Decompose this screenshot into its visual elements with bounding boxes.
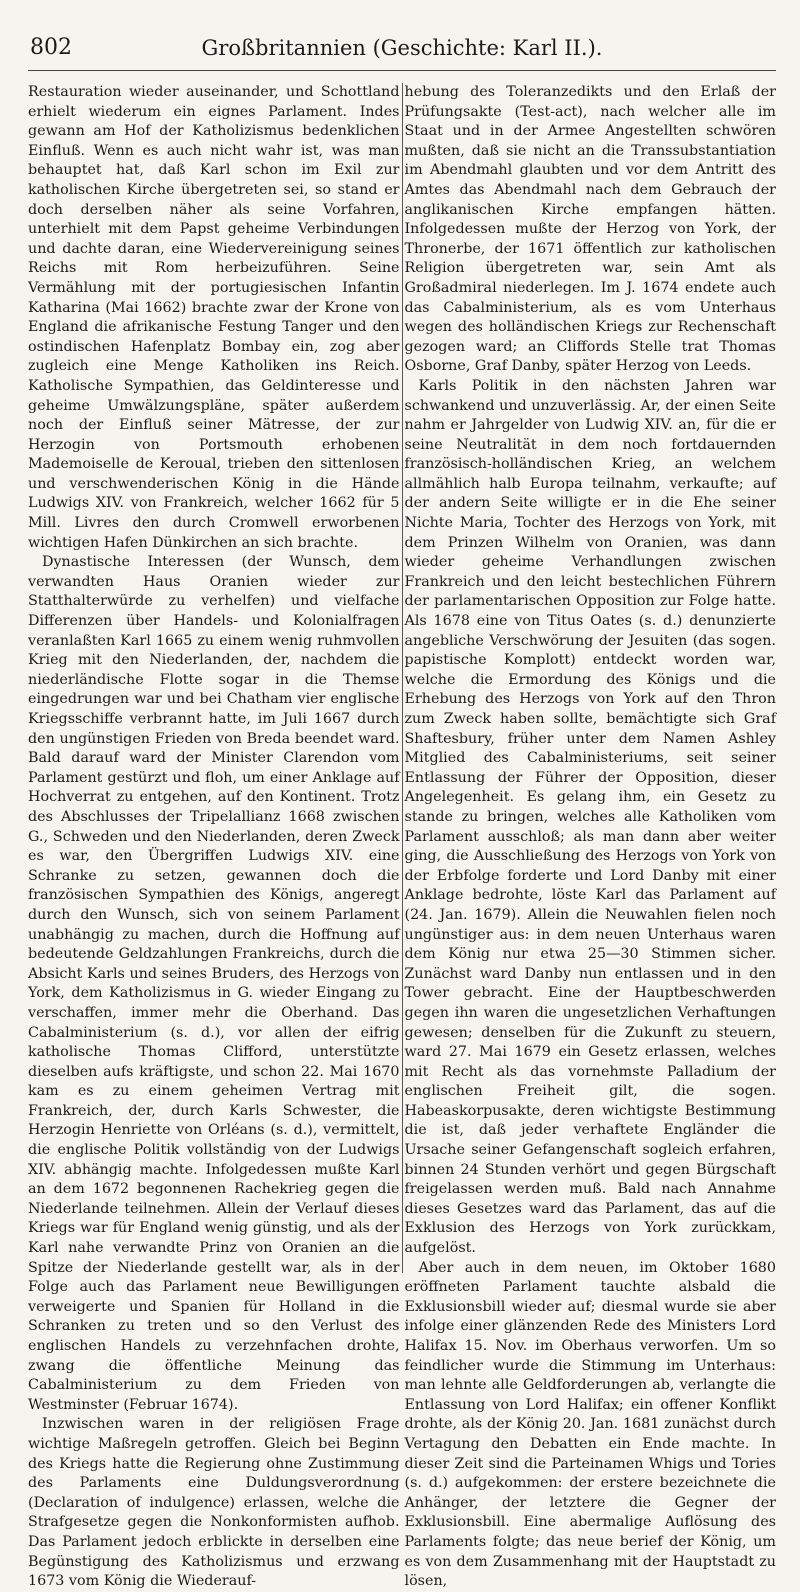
paragraph: Inzwischen waren in der religiösen Frage wichtige Maßregeln getroffen. Gleich bei Beginn des Kriegs hatte die Regierung ohne Zustimmung des Parlaments eine Duldungsverordnung (Declaration of indulgence) erlassen, welche die Strafgesetze gegen die Nonkonformisten aufhob. Das Parlament jedoch erblickte in derselben eine Begünstigung des Katholizismus und erzwang 1673 vom König die Wiederauf- (28, 1416, 400, 1590)
paragraph: Restauration wieder auseinander, und Schottland erhielt wiederum ein eignes Parlament. Indes gewann am Hof der Katholizismus bedenklichen Einfluß. Wenn es auch nicht wahr ist, was man behauptet hat, daß Karl schon im Exil zur katholischen Kirche übergetreten sei, so stand er doch derselben näher als seine Vorfahren, unterhielt mit dem Papst geheime Verbindungen und dachte daran, eine Wiedervereinigung seines Reichs mit Rom herbeizuführen. Seine Vermählung mit der portugiesischen Infantin Katharina (Mai 1662) brachte zwar der Krone von England die afrikanische Festung Tanger und den ostindischen Hafenplatz Bombay ein, zog aber zugleich eine Menge Katholiken ins Reich. Katholische Sympathien, das Geldinteresse und geheime Umwälzungspläne, später außerdem noch der Einfluß seiner Mätresse, der zur Herzogin von Portsmouth erhobenen Mademoiselle de Keroual, trieben den sittenlosen und verschwenderischen König in die Hände Ludwigs XIV. von Frankreich, welcher 1662 für 5 Mill. Livres den durch Cromwell erworbenen wichtigen Hafen Dünkirchen an sich brachte. (28, 84, 400, 551)
page-header (28, 30, 776, 71)
paragraph: Karls Politik in den nächsten Jahren war schwankend und unzuverlässig. Ar, der einen Seite nahm er Jahrgelder von Ludwig XIV. an, für die er seine Neutralität in dem noch fortdauernden französisch-holländischen Krieg, an welchem allmählich halb Europa teilnahm, verkaufte; auf der andern Seite willigte er in die Ehe seiner Nichte Maria, Tochter des Herzogs von York, mit dem Prinzen Wilhelm von Oranien, was dann wieder geheime Verhandlungen zwischen Frankreich und den leicht bestechlichen Führern der parlamentarischen Opposition zur Folge hatte. Als 1678 eine von Titus Oates (s. d.) denunzierte angebliche Verschwörung der Jesuiten (das sogen. papistische Komplott) entdeckt worden war, welche die Ermordung des Königs und die Erhebung des Herzogs von York auf den Thron zum Zweck haben sollte, bemächtigte sich Graf Shaftesbury, früher unter dem Namen Ashley Mitglied des Cabalministeriums, seit seiner Entlassung der Führer der Opposition, dieser Angelegenheit. Es gelang ihm, ein Gesetz zu stande zu bringen, welches alle Katholiken vom Parlament ausschloß; als man dann aber weiter ging, die Ausschließung des Herzogs von York von der Erbfolge forderte und Lord Danby mit einer Anklage bedrohte, löste Karl das Parlament auf (24. Jan. 1679). Allein die Neuwahlen fielen noch ungünstiger aus: in dem neuen Unterhaus waren dem König nur etwa 25—30 Stimmen sicher. Zunächst ward Danby nun entlassen und in den Tower gebracht. Eine der Hauptbeschwerden gegen ihn waren die ungesetzlichen Verhaftungen gewesen; denselben für die Zukunft zu steuern, ward 27. Mai 1679 ein Gesetz erlassen, welches mit Recht als das vornehmste Palladium der englischen Freiheit gilt, die sogen. Habeaskorpusakte, deren wichtigste Bestimmung die ist, daß jeder verhaftete Engländer die Ursache seiner Gefangenschaft sogleich erfahren, binnen 24 Stunden verhört und gegen Bürgschaft freigelassen werden muß. Bald nach Annahme dieses Gesetzes ward das Parlament, das auf die Exklusion des Herzogs von York zurückkam, aufgelöst. (404, 377, 776, 1257)
running-title: Großbritannien (Geschichte: Karl II.). (201, 36, 603, 60)
paragraph: hebung des Toleranzedikts und den Erlaß der Prüfungsakte (Test-act), nach welcher alle im Staat und in der Armee Angestellten schwören mußten, daß sie nicht an die Transsubstantiation im Abendmahl glaubten und vor dem Antritt des Amtes das Abendmahl nach dem Gebrauch der anglikanischen Kirche empfangen hätten. Infolgedessen mußte der Herzog von York, der Thronerbe, der 1671 öffentlich zur katholischen Religion übergetreten war, sein Amt als Großadmiral niederlegen. Im J. 1674 endete auch das Cabalministerium, als es vom Unterhaus wegen des holländischen Kriegs zur Rechenschaft gezogen ward; an Cliffords Stelle trat Thomas Osborne, Graf Danby, später Herzog von Leeds. (404, 84, 776, 375)
paragraph: Dynastische Interessen (der Wunsch, dem verwandten Haus Oranien wieder zur Statthalterwürde zu verhelfen) und vielfache Differenzen über Handels- und Kolonialfragen veranlaßten Karl 1665 zu einem wenig ruhmvollen Krieg mit den Niederlanden, der, nachdem die niederländische Flotte sogar in die Themse eingedrungen war und bei Chatham vier englische Kriegsschiffe verbrannt hatte, im Juli 1667 durch den ungünstigen Frieden von Breda beendet ward. Bald darauf ward der Minister Clarendon vom Parlament gestürzt und floh, um einer Anklage auf Hochverrat zu entgehen, auf den Kontinent. Trotz des Abschlusses der Tripelallianz 1668 zwischen G., Schweden und den Niederlanden, deren Zweck es war, den Übergriffen Ludwigs XIV. eine Schranke zu setzen, gewannen doch die französischen Sympathien des Königs, angeregt durch den Wunsch, sich von seinem Parlament unabhängig zu machen, durch die Hoffnung auf bedeutende Geldzahlungen Frankreichs, durch die Absicht Karls und seines Bruders, des Herzogs von York, dem Katholizismus in G. wieder Eingang zu verschaffen, immer mehr die Oberhand. Das Cabalministerium (s. d.), vor allen der eifrig katholische Thomas Clifford, unterstützte dieselben aufs kräftigste, und schon 22. Mai 1670 kam es zu einem geheimen Vertrag mit Frankreich, der, durch Karls Schwester, die Herzogin Henriette von Orléans (s. d.), vermittelt, die englische Politik vollständig von der Ludwigs XIV. abhängig machte. Infolgedessen mußte Karl an dem 1672 begonnenen Rachekrieg gegen die Niederlande teilnehmen. Allein der Verlauf dieses Kriegs war für England wenig günstig, und als der Karl nahe verwandte Prinz von Oranien an die Spitze der Niederlande gestellt war, als in der Folge auch das Parlament neue Bewilligungen verweigerte und Spanien für Holland in die Schranken zu treten und so den Verlust des englischen Handels zu verzehnfachen drohte, zwang die öffentliche Meinung das Cabalministerium zu dem Frieden von Westminster (Februar 1674). (28, 554, 400, 1413)
paragraph: Aber auch in dem neuen, im Oktober 1680 eröffneten Parlament tauchte alsbald die Exklusionsbill wieder auf; diesmal wurde sie aber infolge einer glänzenden Rede des Ministers Lord Halifax 15. Nov. im Oberhaus verworfen. Um so feindlicher wurde die Stimmung im Unterhaus: man lehnte alle Geldforderungen ab, verlangte die Entlassung von Lord Halifax; ein offener Konflikt drohte, als der König 20. Jan. 1681 zunächst durch Vertagung den Debatten ein Ende machte. In dieser Zeit sind die Parteinamen Whigs und Tories (s. d.) aufgekommen: der erstere bezeichnete die Anhänger, der letztere die Gegner der Exklusionsbill. Eine abermalige Auflösung des Parlaments folgte; das neue berief der König, um es von dem Zusammenhang mit der Hauptstadt zu lösen, (404, 1259, 776, 1590)
left-column (28, 83, 400, 1590)
column-divider (402, 83, 403, 1273)
text-columns (28, 83, 776, 1590)
right-column (404, 83, 777, 1590)
page-number: 802 (30, 35, 72, 60)
